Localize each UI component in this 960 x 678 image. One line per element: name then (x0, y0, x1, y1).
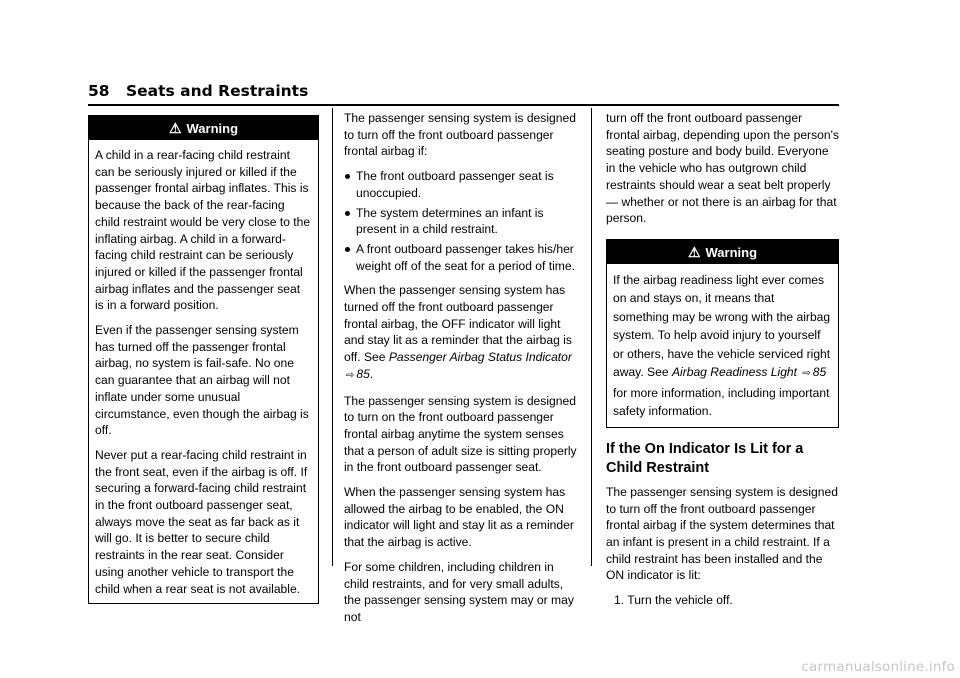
page-header (88, 82, 839, 104)
paragraph-continuation: turn off the front outboard passenger frontal airbag, depending upon the person's seating posture and body build. Everyone in the vehicle who has outgrown child restraints should wear a seat belt properly — whether or not there is an airbag for that person. (606, 111, 839, 226)
page-reference[interactable]: 85 (812, 365, 827, 380)
paragraph-intro: The passenger sensing system is designed to turn off the front outboard passenger frontal airbag if: (344, 111, 576, 159)
warning-box-readiness-light (606, 239, 839, 428)
warning-text: If the airbag readiness light ever comes on and stays on, it means that something may be wrong with the airbag system. To help avoid injury to yourself or others, have the vehicle serviced right away. See (613, 272, 831, 380)
step-number: 1. (614, 593, 625, 608)
warning-body (607, 264, 838, 427)
header-rule (88, 104, 839, 106)
warning-text: for more information, including important safety information. (613, 385, 830, 419)
page-reference-arrow-icon: ⇨ (346, 369, 355, 381)
subheading: If the On Indicator Is Lit for a Child Restraint (606, 440, 804, 476)
warning-label: Warning (186, 121, 239, 136)
step-text: Turn the vehicle off. (627, 593, 733, 608)
warning-paragraph: A child in a rear-facing child restraint can be seriously injured or killed if the passenger frontal airbag inflates. This is because the back of the rear-facing child restraint would be very close to the inflating airbag. A child in a forward-facing child restraint can be seriously injured or killed if the passenger frontal airbag inflates and the passenger seat is in a forward position. (95, 148, 311, 313)
right-column (606, 110, 839, 617)
column-divider (591, 108, 592, 566)
list-item: A front outboard passenger takes his/her weight off of the seat for a period of time. (344, 241, 579, 274)
paragraph-enabled: When the passenger sensing system has allowed the airbag to be enabled, the ON indicator will light and stay lit as a reminder that the airbag is active. (344, 485, 574, 550)
column-divider (332, 108, 333, 566)
paragraph-on: The passenger sensing system is designed to turn on the front outboard passenger frontal airbag anytime the system senses that a person of adult size is sitting properly in the front outboard passenger seat. (344, 393, 577, 475)
watermark: carmanualsonline.info (801, 659, 955, 675)
numbered-step (606, 592, 839, 609)
warning-triangle-icon: ⚠ (168, 120, 182, 136)
condition-list (344, 168, 579, 274)
list-item: The front outboard passenger seat is unoccupied. (344, 168, 579, 201)
page-reference-arrow-icon: ⇨ (802, 368, 811, 380)
left-column (88, 115, 319, 604)
warning-paragraph (613, 271, 832, 421)
warning-header (607, 240, 838, 264)
paragraph-text: When the passenger sensing system has turned off the front outboard passenger frontal airbag, the OFF indicator will light and stay lit as a reminder that the airbag is off. See (344, 283, 572, 365)
page-number: 58 (88, 82, 110, 100)
warning-header (89, 116, 318, 140)
warning-body (89, 140, 318, 603)
paragraph-child-restraint: The passenger sensing system is designed to turn off the front outboard passenger frontal airbag if the system determines that an infant is present in a child restraint. If a child restraint has been installed and the ON indicator is lit: (606, 484, 838, 583)
section-title: Seats and Restraints (126, 82, 309, 100)
middle-column (344, 110, 579, 626)
paragraph-children: For some children, including children in child restraints, and for very small adults, the passenger sensing system may or may not (344, 559, 574, 624)
warning-paragraph: Never put a rear-facing child restraint in the front seat, even if the airbag is off. If securing a forward-facing child restraint in the front outboard passenger seat, always move the seat as far back as it will go. It is better to secure child restraints in the rear seat. Consider using another vehicle to transport the child when a rear seat is not available. (95, 447, 308, 596)
list-item: The system determines an infant is present in a child restraint. (344, 205, 579, 238)
warning-label: Warning (705, 244, 758, 260)
warning-box-child-restraint (88, 115, 319, 604)
link-airbag-readiness-light[interactable]: Airbag Readiness Light (671, 365, 798, 380)
warning-triangle-icon: ⚠ (687, 243, 701, 260)
page-reference[interactable]: 85 (356, 366, 370, 381)
paragraph-off-indicator: When the passenger sensing system has turned off the front outboard passenger frontal airbag, the OFF indicator will light and stay lit as a reminder that the airbag is off. See Passenger Airbag Status Indicator ⇨ 85. (344, 282, 579, 384)
warning-paragraph: Even if the passenger sensing system has turned off the passenger frontal airbag, no system is fail-safe. No one can guarantee that an airbag will not inflate under some unusual circumstance, even though the airbag is off. (95, 323, 309, 438)
link-passenger-airbag-status-indicator[interactable]: Passenger Airbag Status Indicator (388, 350, 572, 365)
